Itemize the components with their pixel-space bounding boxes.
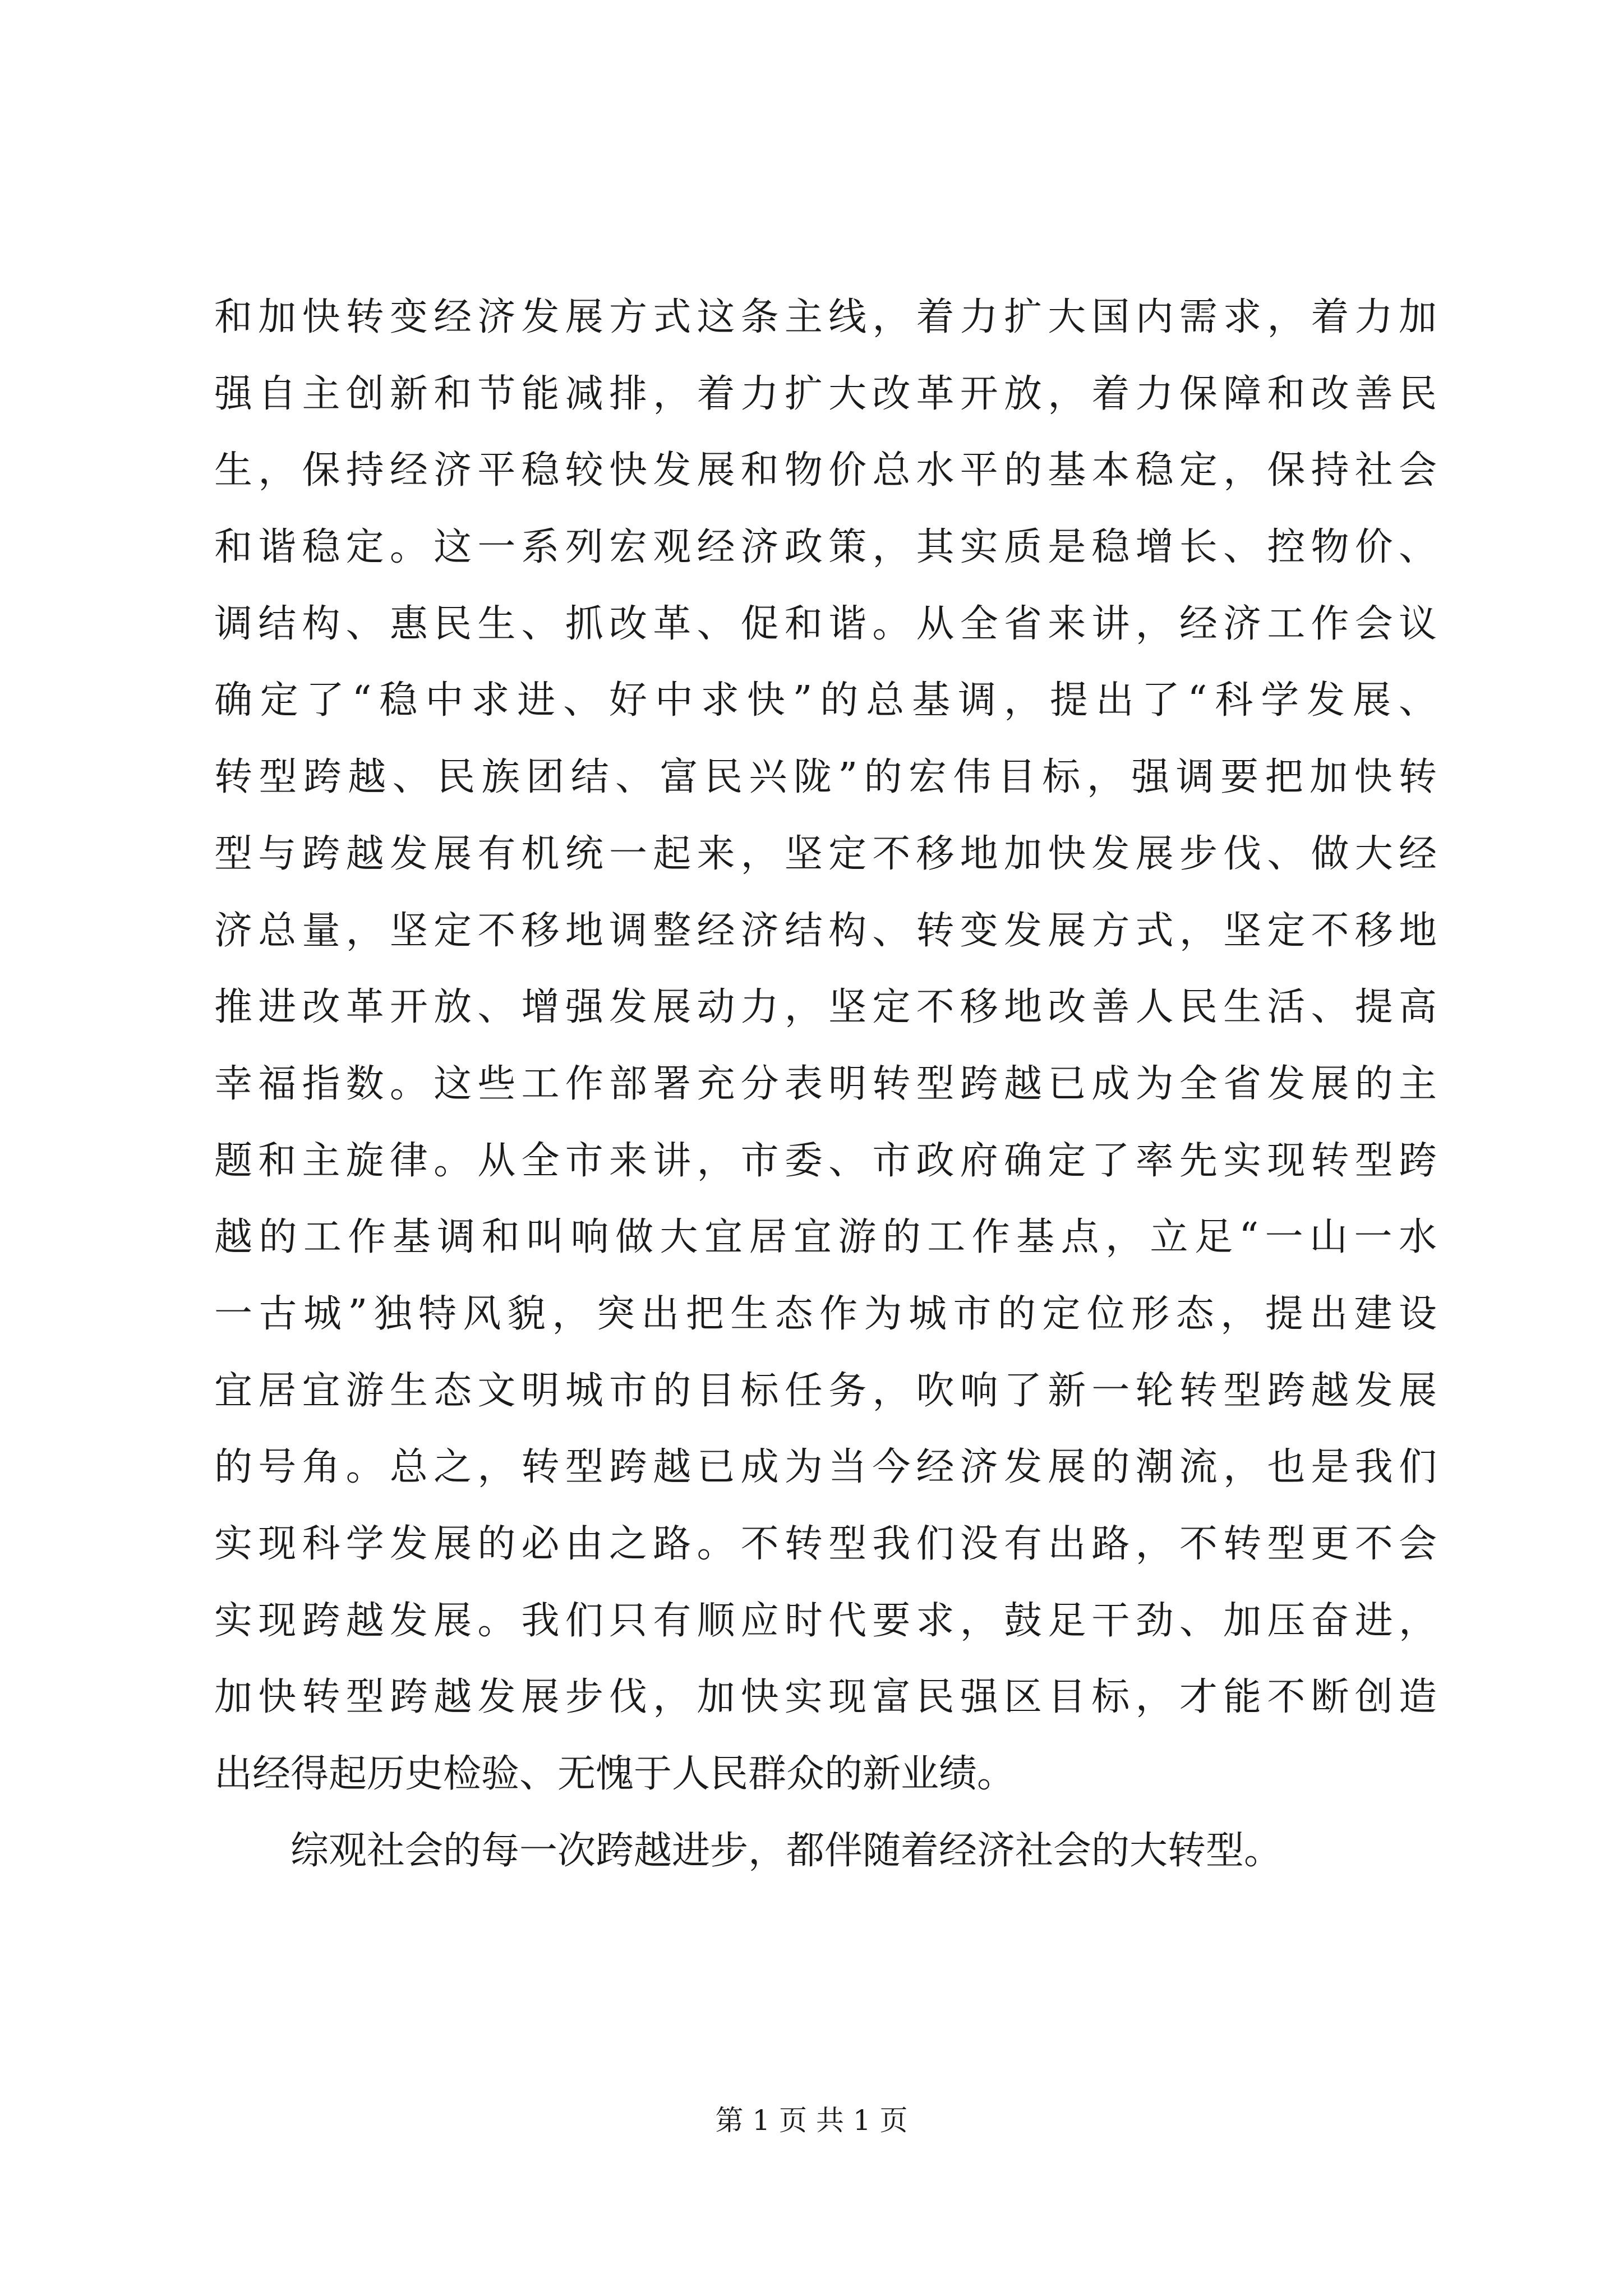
text-line: 出经得起历史检验、无愧于人民群众的新业绩。 <box>214 1752 1016 1797</box>
text-line: 的号角。总之，转型跨越已成为当今经济发展的潮流，也是我们 <box>214 1445 1437 1490</box>
text-line: 转型跨越、民族团结、富民兴陇”的宏伟目标，强调要把加快转 <box>214 755 1437 800</box>
text-line: 和加快转变经济发展方式这条主线，着力扩大国内需求，着力加 <box>214 295 1437 339</box>
text-line: 宜居宜游生态文明城市的目标任务，吹响了新一轮转型跨越发展 <box>214 1368 1437 1413</box>
paragraph-start: 综观社会的每一次跨越进步，都伴随着经济社会的大转型。 <box>291 1828 1283 1873</box>
body-text <box>214 279 1437 1889</box>
text-line: 实现跨越发展。我们只有顺应时代要求，鼓足干劲、加压奋进， <box>214 1598 1437 1643</box>
text-line: 型与跨越发展有机统一起来，坚定不移地加快发展步伐、做大经 <box>214 831 1437 876</box>
text-line: 强自主创新和节能减排，着力扩大改革开放，着力保障和改善民 <box>214 371 1437 416</box>
text-line: 越的工作基调和叫响做大宜居宜游的工作基点，立足“一山一水 <box>214 1215 1437 1260</box>
text-line: 题和主旋律。从全市来讲，市委、市政府确定了率先实现转型跨 <box>214 1138 1437 1183</box>
text-line: 确定了“稳中求进、好中求快”的总基调，提出了“科学发展、 <box>214 678 1437 723</box>
text-line: 和谐稳定。这一系列宏观经济政策，其实质是稳增长、控物价、 <box>214 525 1437 570</box>
text-line: 一古城”独特风貌，突出把生态作为城市的定位形态，提出建设 <box>214 1291 1437 1336</box>
text-line: 幸福指数。这些工作部署充分表明转型跨越已成为全省发展的主 <box>214 1061 1437 1106</box>
text-line: 生，保持经济平稳较快发展和物价总水平的基本稳定，保持社会 <box>214 448 1437 493</box>
text-line: 实现科学发展的必由之路。不转型我们没有出路，不转型更不会 <box>214 1522 1437 1566</box>
text-line: 济总量，坚定不移地调整经济结构、转变发展方式，坚定不移地 <box>214 908 1437 953</box>
page-footer: 第 1 页 共 1 页 <box>715 2104 908 2137</box>
text-line: 推进改革开放、增强发展动力，坚定不移地改善人民生活、提高 <box>214 985 1437 1030</box>
text-line: 加快转型跨越发展步伐，加快实现富民强区目标，才能不断创造 <box>214 1675 1437 1720</box>
text-line: 调结构、惠民生、抓改革、促和谐。从全省来讲，经济工作会议 <box>214 601 1437 646</box>
